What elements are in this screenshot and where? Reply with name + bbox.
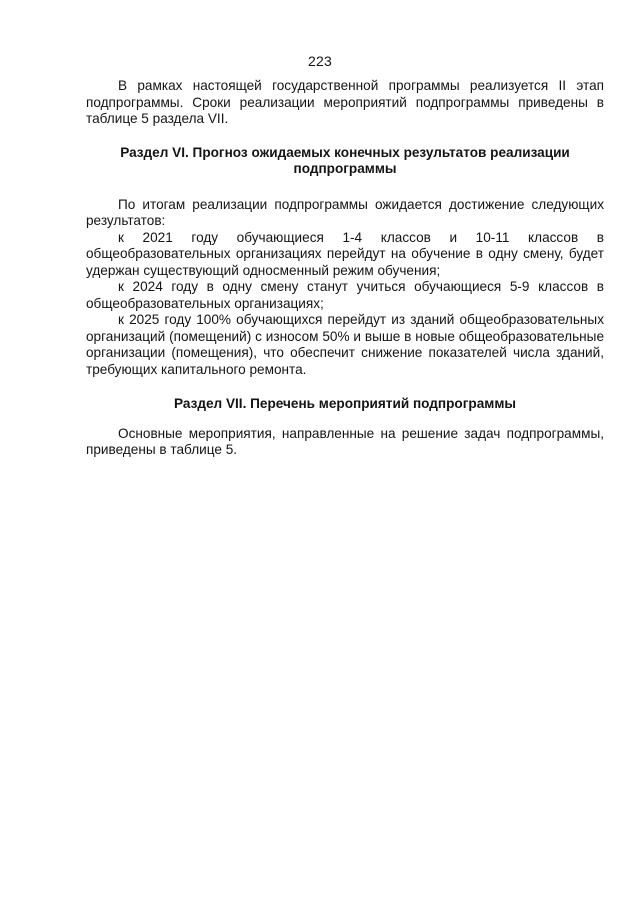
- section-6-paragraph: к 2025 году 100% обучающихся перейдут из зданий общеобразовательных организаций (помещений) с износом 50% и выше в новые общеобразовательные организации (помещения), что обеспечит снижение показателей числа зданий, требующих капитального ремонта.: [86, 312, 604, 377]
- section-7-heading: Раздел VII. Перечень мероприятий подпрограммы: [173, 396, 516, 411]
- section-6-paragraph: к 2024 году в одну смену станут учиться обучающиеся 5-9 классов в общеобразовательных организациях;: [86, 279, 604, 311]
- section-6-paragraph: к 2021 году обучающиеся 1-4 классов и 10-11 классов в общеобразовательных организациях перейдут на обучение в одну смену, будет удержан существующий односменный режим обучения;: [86, 229, 604, 278]
- document-body: [86, 78, 604, 459]
- section-6-heading: Раздел VI. Прогноз ожидаемых конечных результатов реализации подпрограммы: [120, 144, 570, 176]
- page-number: 223: [308, 53, 332, 69]
- intro-paragraph: В рамках настоящей государственной программы реализуется II этап подпрограммы. Сроки реализации мероприятий подпрограммы приведены в таблице 5 раздела VII.: [86, 78, 604, 126]
- section-6-paragraph: По итогам реализации подпрограммы ожидается достижение следующих результатов:: [86, 196, 604, 228]
- section-7-paragraph: Основные мероприятия, направленные на решение задач подпрограммы, приведены в таблице 5.: [86, 425, 604, 457]
